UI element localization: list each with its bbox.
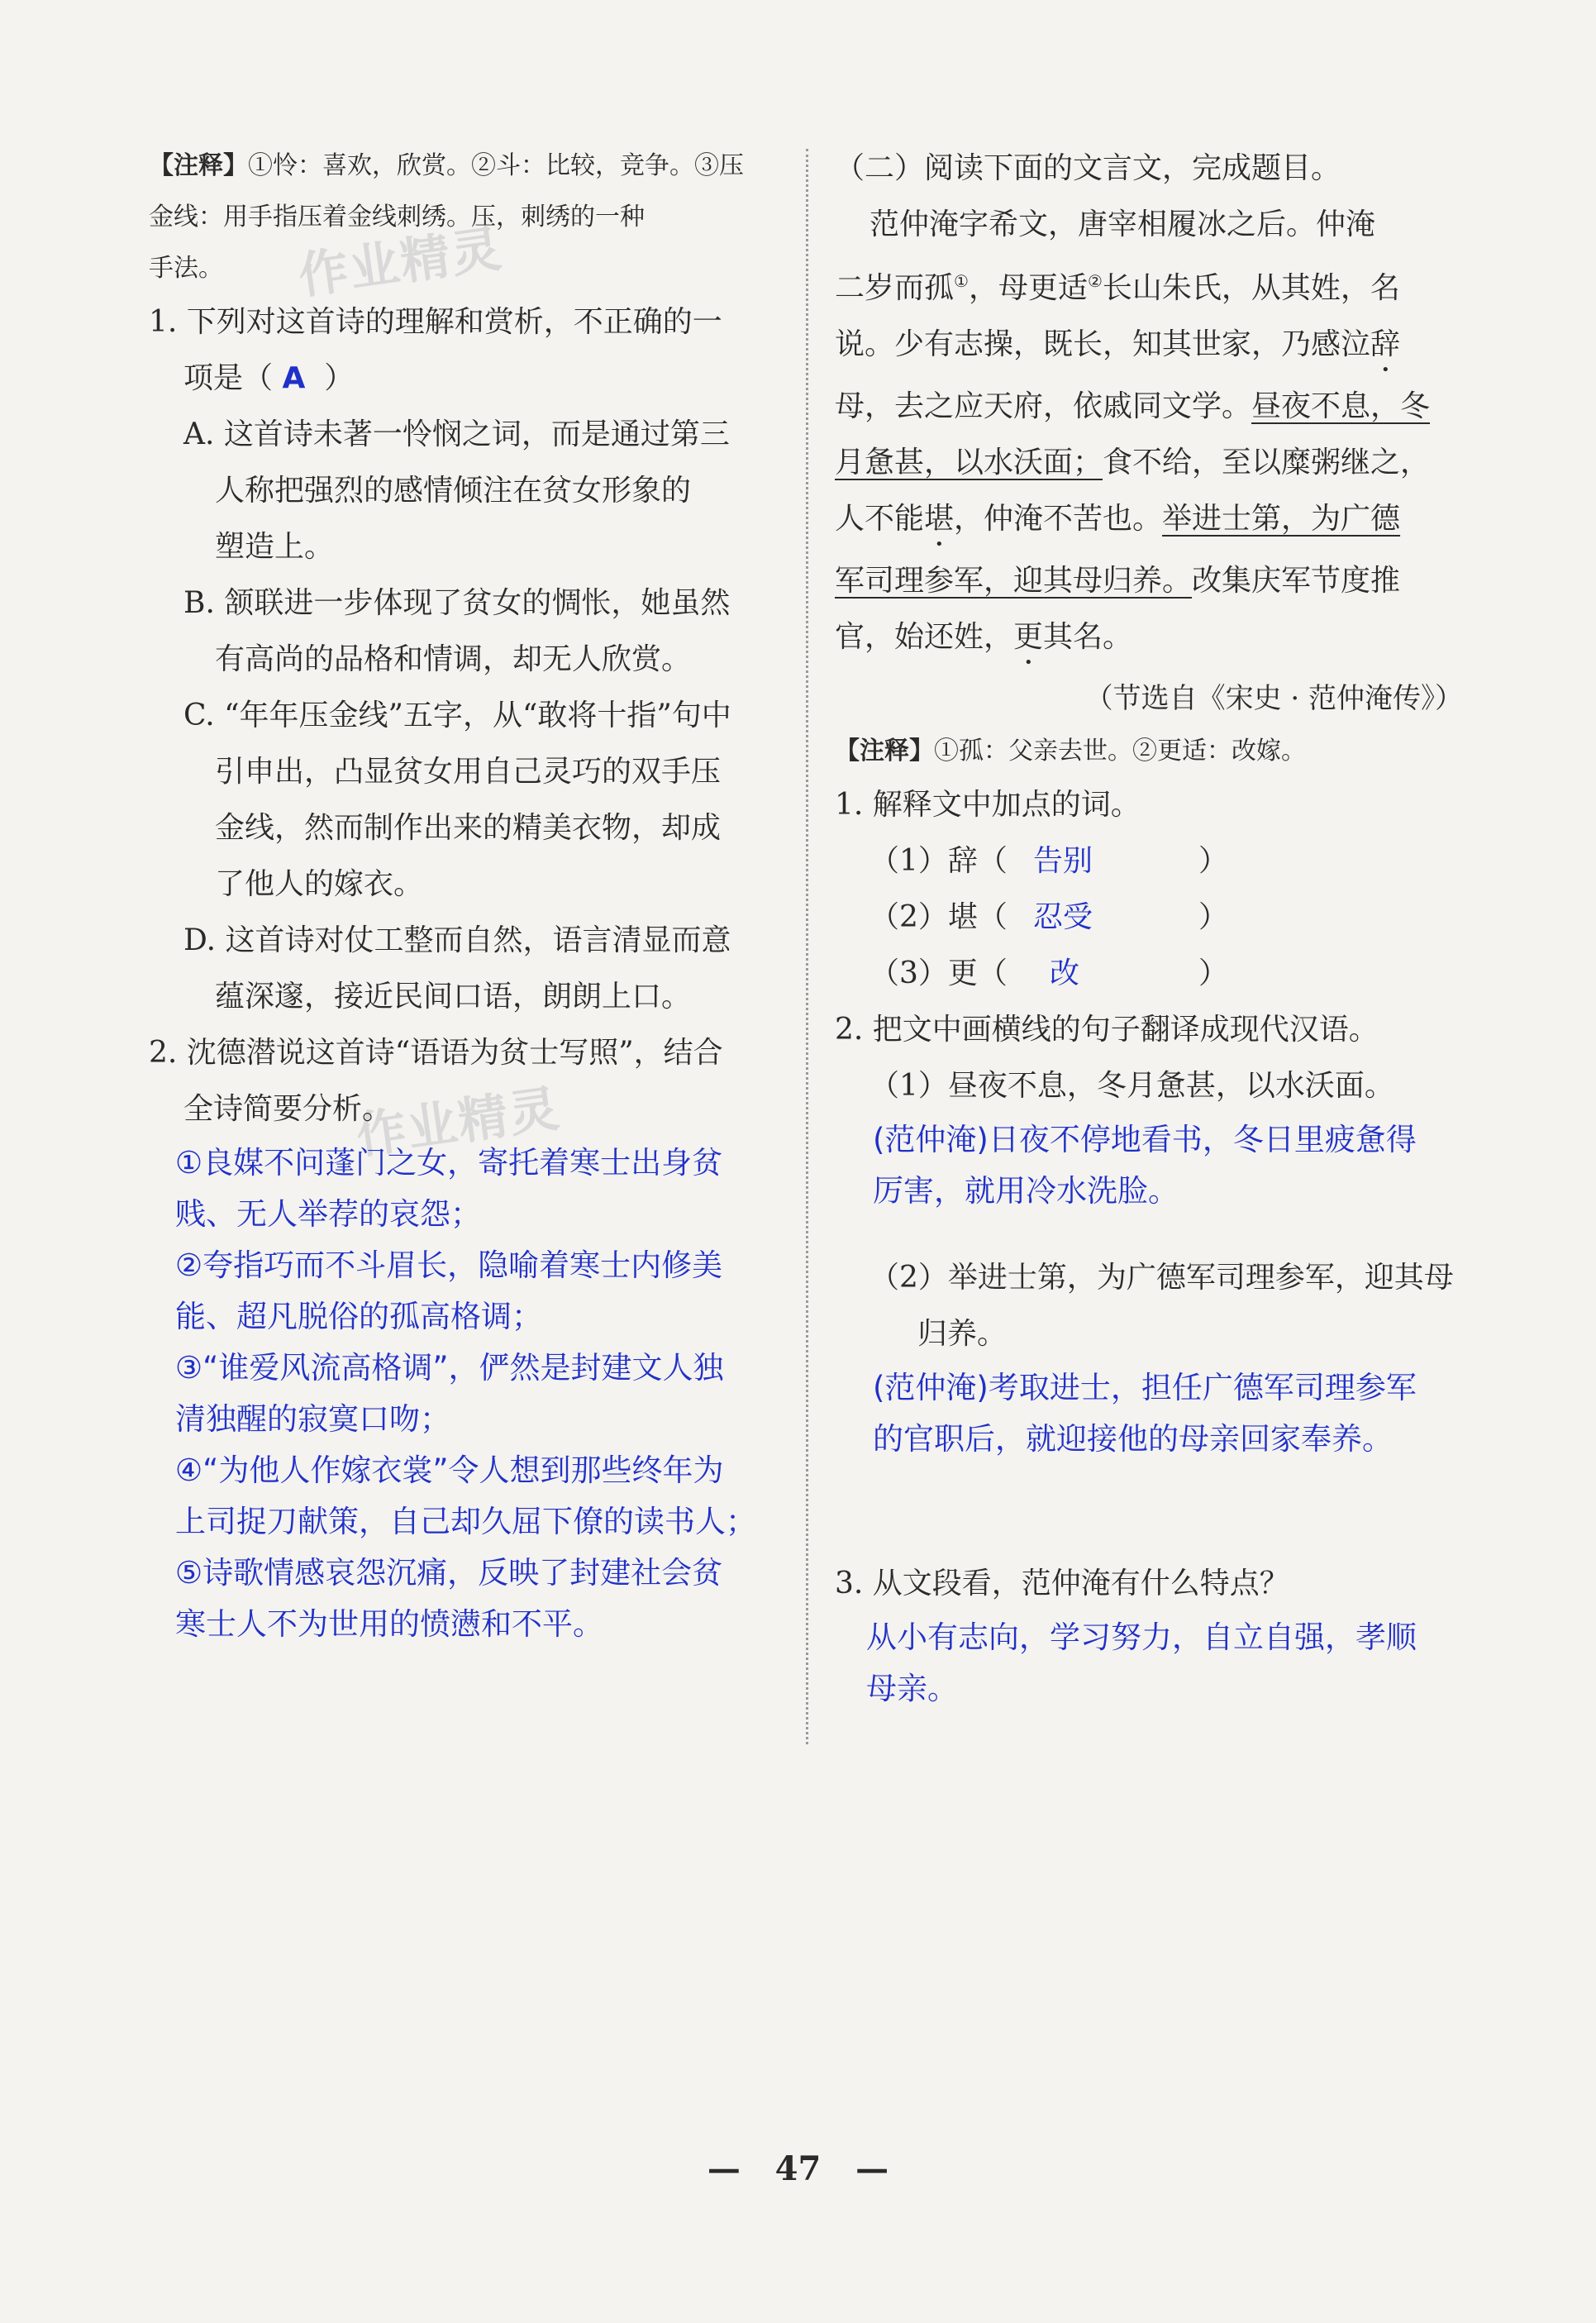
option-line: A. 这首诗未著一怜悯之词，而是通过第三 [183, 417, 730, 451]
word-answer: 告别 [1033, 844, 1093, 878]
answer-line: ③“谁爱风流高格调”，俨然是封建文人独 [175, 1350, 724, 1386]
word-answer: 忍受 [1033, 900, 1093, 934]
right-column [835, 141, 1463, 1715]
watermark: 作业精灵 [353, 1080, 565, 1166]
note-line: 手法。 [149, 254, 223, 283]
note-line [149, 141, 777, 192]
left-column [149, 141, 777, 1650]
word-item-1: （1）辞（ 告别 ） [835, 833, 1463, 890]
underlined-sentence: 昼夜不息，冬 [1251, 389, 1431, 423]
underlined-sentence: 举进士第，为广德 [1162, 502, 1401, 536]
note-text: ①怜：喜欢，欣赏。②斗：比较，竞争。③压 [248, 151, 744, 180]
answer-line: ①良媒不问蓬门之女，寄托着寒士出身贫 [175, 1145, 723, 1181]
question-2-answer [149, 1138, 777, 1650]
answer-line: (范仲淹)日夜不停地看书，冬日里疲惫得 [873, 1122, 1417, 1157]
option-line: 蕴深邃，接近民间口语，朗朗上口。 [215, 980, 692, 1014]
dotted-word: 更 [1013, 620, 1044, 654]
question-1: 1. 下列对这首诗的理解和赏析，不正确的一 [149, 305, 722, 339]
note-line [835, 726, 1463, 777]
passage-line: 军司理参军，迎其母归养。改集庆军节度推 [835, 564, 1401, 598]
answer-line: (范仲淹)考取进士，担任广德军司理参军 [873, 1370, 1417, 1405]
question-1-stem: 项是（ [183, 361, 274, 395]
answer-line: 从小有志向，学习努力，自立自强，孝顺 [866, 1619, 1417, 1655]
note-label: 【注释】 [149, 151, 248, 180]
passage-source: （节选自《宋史 · 范仲淹传》） [1084, 682, 1463, 715]
question-3-answer [835, 1612, 1463, 1715]
watermark: 作业精灵 [295, 220, 507, 306]
question-2: 2. 把文中画横线的句子翻译成现代汉语。 [835, 1013, 1379, 1047]
option-line: 了他人的嫁衣。 [215, 867, 424, 901]
question-2-answer-1 [835, 1114, 1463, 1217]
answer-line: 厉害，就用冷水洗脸。 [873, 1173, 1179, 1209]
passage-line: 人不能堪，仲淹不苦也。举进士第，为广德 [835, 502, 1401, 536]
answer-line: 寒士人不为世用的愤懑和不平。 [175, 1606, 603, 1642]
dotted-word: 堪 [924, 502, 955, 536]
passage-line: 母，去之应天府，依戚同文学。昼夜不息，冬 [835, 389, 1431, 423]
dotted-word: 辞 [1370, 327, 1401, 361]
paren-close: ） [324, 361, 355, 395]
section-title: （二）阅读下面的文言文，完成题目。 [835, 151, 1341, 185]
passage-line: 月惫甚，以水沃面；食不给，至以糜粥继之， [835, 446, 1431, 479]
answer-line: 母亲。 [866, 1671, 958, 1706]
option-d [149, 913, 777, 1025]
note-text: ①孤：父亲去世。②更适：改嫁。 [934, 737, 1306, 766]
word-item-3: （3）更（ 改 ） [835, 946, 1463, 1002]
question-3: 3. 从文段看，范仲淹有什么特点？ [835, 1567, 1289, 1600]
option-b [149, 575, 777, 688]
option-a [149, 407, 777, 575]
option-line: 有高尚的品格和情调，却无人欣赏。 [215, 642, 692, 676]
option-line: 金线，然而制作出来的精美衣物，却成 [215, 811, 722, 845]
question-1-cont [149, 351, 777, 407]
footnote-mark: ① [954, 271, 969, 291]
page-number: — 47 — [707, 2149, 889, 2188]
question-2: 2. 沈德潜说这首诗“语语为贫士写照”，结合 [149, 1036, 723, 1070]
option-c [149, 688, 777, 913]
answer-line: 上司捉刀献策，自己却久屈下僚的读书人； [175, 1504, 756, 1539]
footnote-mark: ② [1087, 271, 1103, 291]
passage-line: 范仲淹字希文，唐宰相履冰之后。仲淹 [869, 207, 1376, 241]
option-line: 人称把强烈的感情倾注在贫女形象的 [215, 474, 692, 508]
passage-line: 说。少有志操，既长，知其世家，乃感泣辞 [835, 327, 1401, 361]
answer-line: ④“为他人作嫁衣裳”令人想到那些终年为 [175, 1452, 724, 1488]
answer-line: ②夸指巧而不斗眉长，隐喻着寒士内修美 [175, 1247, 723, 1283]
note-line: 金线：用手指压着金线刺绣。压，刺绣的一种 [149, 203, 645, 231]
option-line: 塑造上。 [215, 530, 335, 564]
answer-line: 贱、无人举荐的哀怨； [175, 1196, 481, 1232]
answer-line: ⑤诗歌情感哀怨沉痛，反映了封建社会贫 [175, 1555, 723, 1591]
note-label: 【注释】 [835, 737, 934, 766]
column-divider [806, 149, 808, 1744]
word-answer: 改 [1050, 956, 1080, 990]
question-2-sub-2: （2）举进士第，为广德军司理参军，迎其母 [869, 1261, 1454, 1295]
question-2-answer-2 [835, 1362, 1463, 1465]
underlined-sentence: 月惫甚，以水沃面； [835, 446, 1103, 479]
answer-line: 清独醒的寂寞口吻； [175, 1401, 450, 1437]
question-2-sub-2-cont: 归养。 [917, 1317, 1008, 1351]
option-line: B. 颔联进一步体现了贫女的惆怅，她虽然 [183, 586, 731, 620]
option-line: 引申出，凸显贫女用自己灵巧的双手压 [215, 755, 722, 789]
option-line: D. 这首诗对仗工整而自然，语言清显而意 [183, 923, 731, 957]
answer-line: 的官职后，就迎接他的母亲回家奉养。 [873, 1421, 1393, 1457]
option-line: C. “年年压金线”五字，从“敢将十指”句中 [183, 699, 731, 732]
answer-line: 能、超凡脱俗的孤高格调； [175, 1299, 542, 1334]
question-1: 1. 解释文中加点的词。 [835, 788, 1141, 822]
passage-line: 官，始还姓，更其名。 [835, 620, 1133, 654]
word-item-2: （2）堪（ 忍受 ） [835, 890, 1463, 946]
question-2-sub-1: （1）昼夜不息，冬月惫甚，以水沃面。 [869, 1069, 1394, 1103]
underlined-sentence: 军司理参军，迎其母归养。 [835, 564, 1193, 598]
question-1-answer: A [282, 361, 306, 395]
question-2-cont: 全诗简要分析。 [183, 1092, 393, 1126]
passage-line: 二岁而孤①，母更适②长山朱氏，从其姓，名 [835, 271, 1400, 305]
classical-passage [835, 197, 1463, 671]
